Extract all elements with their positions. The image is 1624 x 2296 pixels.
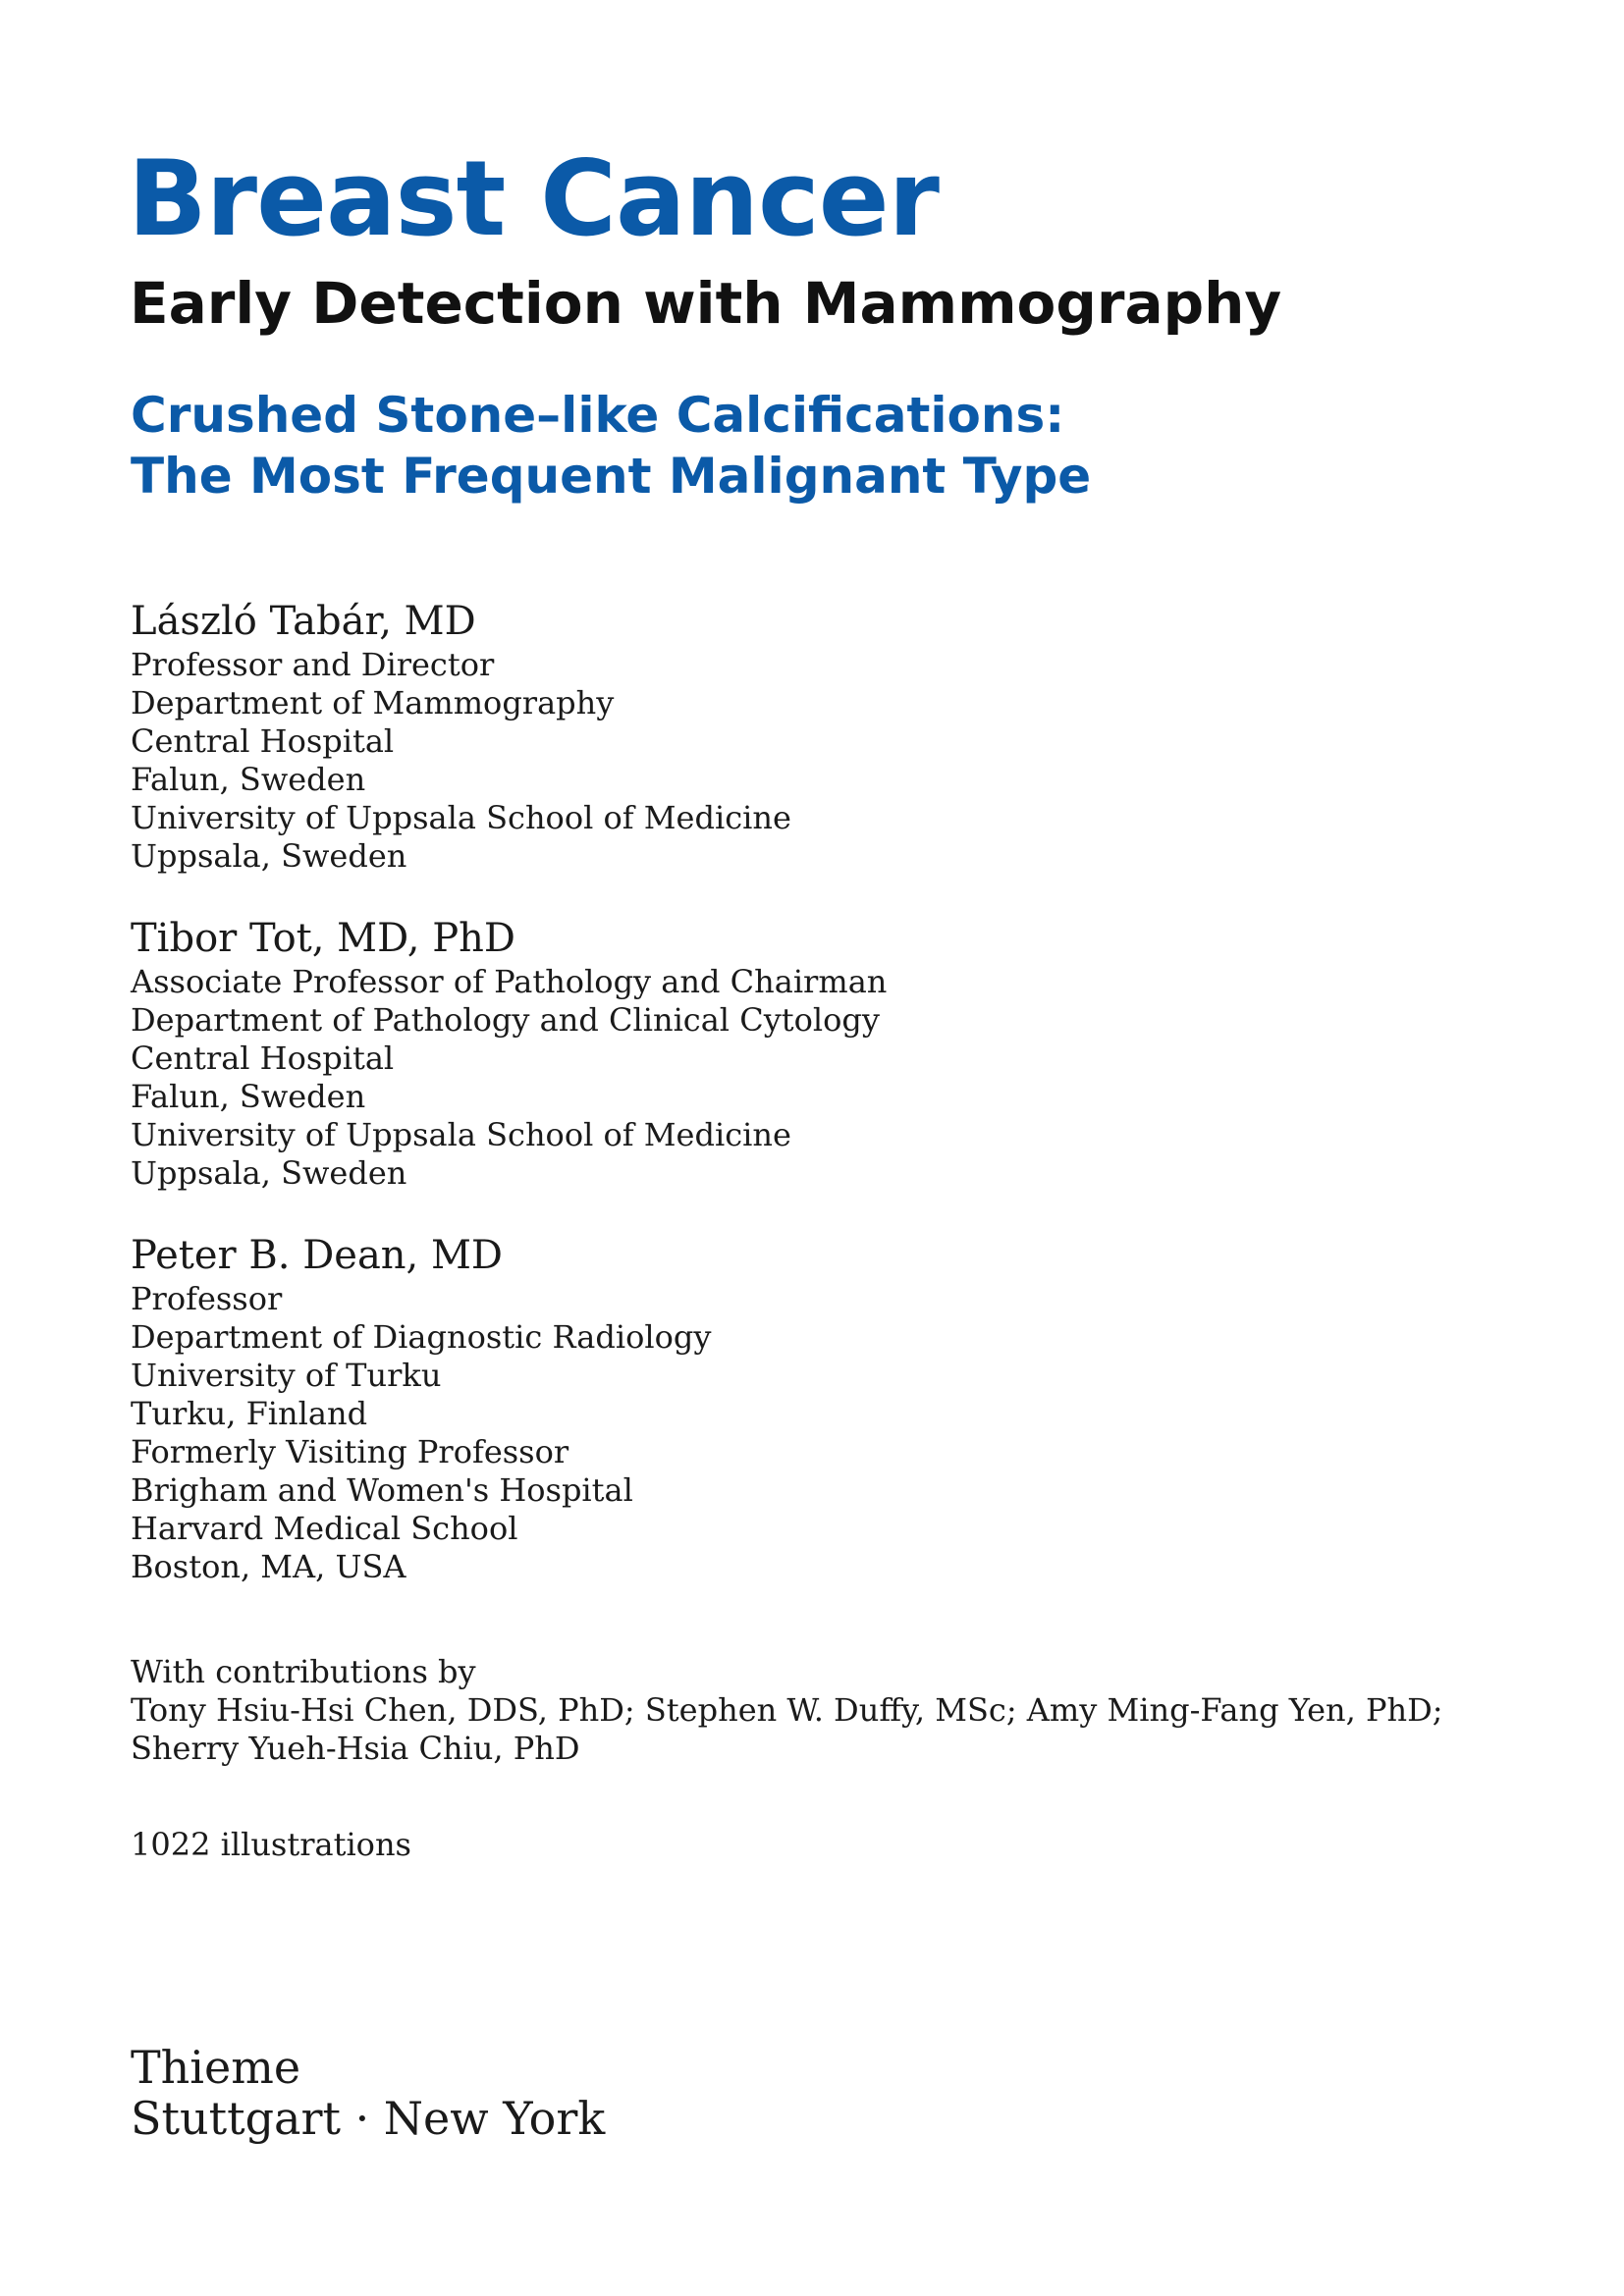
- publisher-name: Thieme: [131, 2041, 301, 2094]
- author-affiliation-line: Formerly Visiting Professor: [131, 1433, 569, 1470]
- author-affiliation-line: Harvard Medical School: [131, 1510, 518, 1547]
- volume-title-line-2: The Most Frequent Malignant Type: [131, 448, 1092, 505]
- book-subtitle: Early Detection with Mammography: [130, 270, 1282, 337]
- author-list: [131, 597, 887, 1586]
- volume-title-line-1: Crushed Stone–like Calcifications:: [131, 387, 1065, 444]
- author-affiliation-line: University of Turku: [131, 1357, 442, 1394]
- author-affiliation-line: Falun, Sweden: [131, 761, 366, 798]
- author-affiliation-line: Brigham and Women's Hospital: [131, 1471, 633, 1509]
- author-block: [131, 914, 887, 1193]
- author-affiliation-line: Department of Mammography: [131, 684, 615, 721]
- book-title: Breast Cancer: [128, 138, 939, 259]
- volume-title: [131, 385, 1091, 507]
- author-affiliation-line: Department of Pathology and Clinical Cytology: [131, 1001, 880, 1039]
- author-affiliation-line: Turku, Finland: [131, 1395, 368, 1432]
- author-affiliation-line: Uppsala, Sweden: [131, 837, 407, 875]
- author-block: [131, 1231, 887, 1586]
- publisher-imprint: [131, 2042, 605, 2144]
- author-name: Tibor Tot, MD, PhD: [131, 916, 515, 961]
- author-affiliation-line: Central Hospital: [131, 1040, 395, 1077]
- author-block: [131, 597, 887, 876]
- author-affiliation-line: Central Hospital: [131, 722, 395, 760]
- contributors: [131, 1653, 1443, 1768]
- author-name: Peter B. Dean, MD: [131, 1233, 504, 1278]
- author-affiliation-line: University of Uppsala School of Medicine: [131, 1116, 791, 1153]
- author-affiliation-line: Professor and Director: [131, 646, 495, 683]
- author-affiliation-line: Associate Professor of Pathology and Chairman: [131, 963, 888, 1000]
- author-affiliation-line: Department of Diagnostic Radiology: [131, 1318, 712, 1356]
- author-affiliation-line: Falun, Sweden: [131, 1078, 366, 1115]
- author-affiliation-line: Uppsala, Sweden: [131, 1154, 407, 1192]
- contributors-line-1: Tony Hsiu-Hsi Chen, DDS, PhD; Stephen W. Duffy, MSc; Amy Ming-Fang Yen, PhD;: [131, 1691, 1443, 1729]
- contributors-heading: With contributions by: [131, 1653, 476, 1690]
- author-affiliation-line: University of Uppsala School of Medicine: [131, 799, 791, 836]
- author-name: László Tabár, MD: [131, 599, 476, 644]
- illustration-count: 1022 illustrations: [131, 1826, 411, 1863]
- contributors-line-2: Sherry Yueh-Hsia Chiu, PhD: [131, 1730, 580, 1767]
- author-affiliation-line: Professor: [131, 1280, 283, 1317]
- publisher-places: Stuttgart · New York: [131, 2092, 606, 2145]
- author-affiliation-line: Boston, MA, USA: [131, 1548, 406, 1585]
